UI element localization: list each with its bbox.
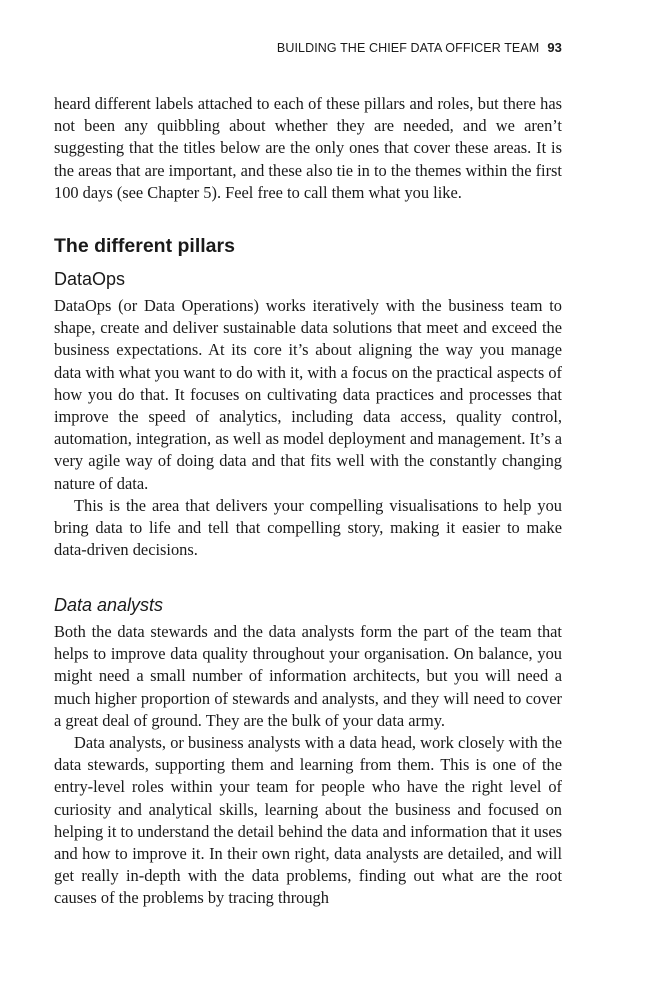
book-page xyxy=(54,0,562,1008)
running-head-title: BUILDING THE CHIEF DATA OFFICER TEAM xyxy=(276,41,540,55)
page-number: 93 xyxy=(547,40,562,55)
running-head xyxy=(277,40,562,55)
dataops-section-body xyxy=(54,295,562,561)
body-paragraph: DataOps (or Data Operations) works iteratively with the business team to shape, create and deliver sustainable data solutions that meet and exceed the business expectations. At its core it’s about aligning the way you manage data with what you want to do with it, with a focus on the practical aspects of how you do that. It focuses on cultivating data practices and processes that improve the speed of analytics, including data access, quality control, automation, integration, as well as model deployment and management. It’s a very agile way of doing data and that fits well with the constantly changing nature of data. xyxy=(54,296,562,493)
data-analysts-section-body xyxy=(54,621,562,910)
subsection-heading-data-analysts: Data analysts xyxy=(54,595,164,615)
section-heading: The different pillars xyxy=(54,235,235,257)
body-paragraph: Both the data stewards and the data analysts form the part of the team that helps to improve data quality throughout your organisation. On balance, you might need a small number of information architects, but you will need a much higher proportion of stewards and analysts, and they will need to cover a great deal of ground. They are the bulk of your data army. xyxy=(54,622,562,730)
body-paragraph: This is the area that delivers your compelling visualisations to help you bring data to life and tell that compelling story, making it easier to make data-driven decisions. xyxy=(54,495,562,560)
intro-paragraph: heard different labels attached to each of these pillars and roles, but there has not been any quibbling about whether they are needed, and we aren’t suggesting that the titles below are the only ones that cover these areas. It is the areas that are important, and these also tie in to the themes within the first 100 days (see Chapter 5). Feel free to call them what you like. xyxy=(54,94,562,202)
subsection-heading-dataops: DataOps xyxy=(54,269,126,289)
body-paragraph: Data analysts, or business analysts with a data head, work closely with the data stewards, supporting them and learning from them. This is one of the entry-level roles within your team for people who have the right level of curiosity and analytical skills, learning about the business and focused on helping it to understand the detail behind the data and information that it uses and how to improve it. In their own right, data analysts are detailed, and will get really in-depth with the data problems, finding out what are the root causes of the problems by tracing through xyxy=(54,733,562,908)
